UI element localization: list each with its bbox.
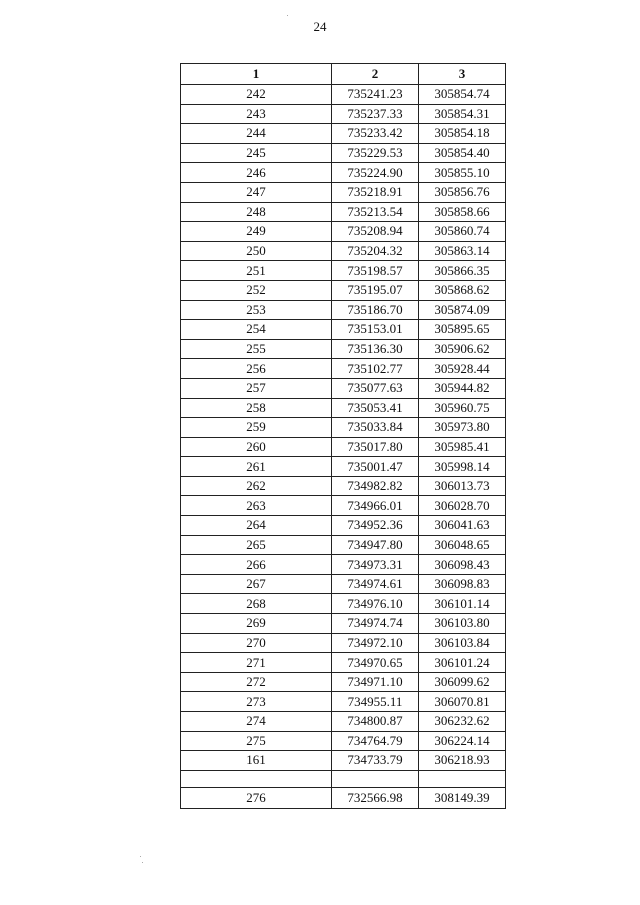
page-number: 24: [313, 19, 327, 34]
x-coordinate-cell: 735153.01: [332, 320, 419, 340]
x-coordinate-cell: 735195.07: [332, 280, 419, 300]
point-number-cell: 255: [181, 339, 332, 359]
point-number-cell: 247: [181, 182, 332, 202]
x-coordinate-cell: 735102.77: [332, 359, 419, 379]
column-header-point: 1: [181, 64, 332, 85]
table-row: [181, 535, 506, 555]
x-coordinate-cell: 734733.79: [332, 751, 419, 771]
point-number-cell: 250: [181, 241, 332, 261]
coordinates-table: [180, 63, 506, 809]
x-coordinate-cell: 735233.42: [332, 124, 419, 144]
point-number-cell: 267: [181, 574, 332, 594]
table-row: [181, 104, 506, 124]
table-row: [181, 222, 506, 242]
x-coordinate-cell: 735204.32: [332, 241, 419, 261]
table-row: [181, 418, 506, 438]
table-row: [181, 633, 506, 653]
scan-speck: [142, 862, 143, 863]
point-number-cell: 272: [181, 672, 332, 692]
x-coordinate-cell: 735053.41: [332, 398, 419, 418]
point-number-cell: 243: [181, 104, 332, 124]
point-number-cell: 249: [181, 222, 332, 242]
column-header-x: 2: [332, 64, 419, 85]
point-number-cell: 254: [181, 320, 332, 340]
table-row: [181, 85, 506, 105]
x-coordinate-cell: 734974.61: [332, 574, 419, 594]
table-row-empty: [181, 770, 506, 787]
x-coordinate-cell: 735001.47: [332, 457, 419, 477]
table-row: [181, 202, 506, 222]
point-number-cell: 246: [181, 163, 332, 183]
x-coordinate-cell: 734952.36: [332, 516, 419, 536]
x-coordinate-cell: [332, 770, 419, 787]
y-coordinate-cell: 305855.10: [419, 163, 506, 183]
x-coordinate-cell: 735033.84: [332, 418, 419, 438]
table-body: [181, 85, 506, 809]
point-number-cell: 268: [181, 594, 332, 614]
x-coordinate-cell: 734971.10: [332, 672, 419, 692]
y-coordinate-cell: 306103.84: [419, 633, 506, 653]
y-coordinate-cell: 305906.62: [419, 339, 506, 359]
x-coordinate-cell: 734800.87: [332, 712, 419, 732]
x-coordinate-cell: 735237.33: [332, 104, 419, 124]
y-coordinate-cell: 306101.24: [419, 653, 506, 673]
x-coordinate-cell: 734976.10: [332, 594, 419, 614]
y-coordinate-cell: 305985.41: [419, 437, 506, 457]
y-coordinate-cell: 305895.65: [419, 320, 506, 340]
y-coordinate-cell: 306232.62: [419, 712, 506, 732]
y-coordinate-cell: 306028.70: [419, 496, 506, 516]
y-coordinate-cell: 305856.76: [419, 182, 506, 202]
y-coordinate-cell: [419, 770, 506, 787]
y-coordinate-cell: 305866.35: [419, 261, 506, 281]
y-coordinate-cell: 305928.44: [419, 359, 506, 379]
table-row: [181, 437, 506, 457]
point-number-cell: 266: [181, 555, 332, 575]
point-number-cell: [181, 770, 332, 787]
table-row: [181, 320, 506, 340]
x-coordinate-cell: 735136.30: [332, 339, 419, 359]
table-row: [181, 516, 506, 536]
point-number-cell: 256: [181, 359, 332, 379]
y-coordinate-cell: 306103.80: [419, 614, 506, 634]
y-coordinate-cell: 305860.74: [419, 222, 506, 242]
scan-speck: [140, 856, 141, 857]
point-number-cell: 244: [181, 124, 332, 144]
point-number-cell: 269: [181, 614, 332, 634]
point-number-cell: 275: [181, 731, 332, 751]
table-row: [181, 143, 506, 163]
table-row: [181, 692, 506, 712]
y-coordinate-cell: 308149.39: [419, 787, 506, 808]
y-coordinate-cell: 305854.31: [419, 104, 506, 124]
table-row: [181, 378, 506, 398]
x-coordinate-cell: 735224.90: [332, 163, 419, 183]
x-coordinate-cell: 734973.31: [332, 555, 419, 575]
y-coordinate-cell: 306098.43: [419, 555, 506, 575]
y-coordinate-cell: 306013.73: [419, 476, 506, 496]
table-row: [181, 124, 506, 144]
point-number-cell: 259: [181, 418, 332, 438]
y-coordinate-cell: 305868.62: [419, 280, 506, 300]
y-coordinate-cell: 305973.80: [419, 418, 506, 438]
x-coordinate-cell: 735229.53: [332, 143, 419, 163]
x-coordinate-cell: 735241.23: [332, 85, 419, 105]
table-row: [181, 787, 506, 808]
point-number-cell: 248: [181, 202, 332, 222]
table-row: [181, 731, 506, 751]
x-coordinate-cell: 735077.63: [332, 378, 419, 398]
table-row: [181, 261, 506, 281]
point-number-cell: 265: [181, 535, 332, 555]
y-coordinate-cell: 305863.14: [419, 241, 506, 261]
x-coordinate-cell: 734970.65: [332, 653, 419, 673]
table-row: [181, 614, 506, 634]
table-row: [181, 476, 506, 496]
x-coordinate-cell: 735186.70: [332, 300, 419, 320]
table-row: [181, 555, 506, 575]
table-row: [181, 280, 506, 300]
point-number-cell: 261: [181, 457, 332, 477]
y-coordinate-cell: 305854.18: [419, 124, 506, 144]
table-row: [181, 712, 506, 732]
point-number-cell: 161: [181, 751, 332, 771]
x-coordinate-cell: 735208.94: [332, 222, 419, 242]
table-row: [181, 457, 506, 477]
y-coordinate-cell: 306101.14: [419, 594, 506, 614]
point-number-cell: 273: [181, 692, 332, 712]
table-row: [181, 672, 506, 692]
x-coordinate-cell: 735198.57: [332, 261, 419, 281]
point-number-cell: 251: [181, 261, 332, 281]
table-row: [181, 751, 506, 771]
table-header-row: [181, 64, 506, 85]
x-coordinate-cell: 734955.11: [332, 692, 419, 712]
y-coordinate-cell: 306048.65: [419, 535, 506, 555]
point-number-cell: 270: [181, 633, 332, 653]
table-row: [181, 398, 506, 418]
y-coordinate-cell: 305874.09: [419, 300, 506, 320]
point-number-cell: 253: [181, 300, 332, 320]
point-number-cell: 274: [181, 712, 332, 732]
table-row: [181, 496, 506, 516]
scan-speck: [287, 15, 288, 16]
point-number-cell: 242: [181, 85, 332, 105]
x-coordinate-cell: 734972.10: [332, 633, 419, 653]
y-coordinate-cell: 305944.82: [419, 378, 506, 398]
point-number-cell: 258: [181, 398, 332, 418]
point-number-cell: 276: [181, 787, 332, 808]
y-coordinate-cell: 305854.40: [419, 143, 506, 163]
x-coordinate-cell: 735218.91: [332, 182, 419, 202]
y-coordinate-cell: 306224.14: [419, 731, 506, 751]
point-number-cell: 245: [181, 143, 332, 163]
column-header-y: 3: [419, 64, 506, 85]
y-coordinate-cell: 305998.14: [419, 457, 506, 477]
x-coordinate-cell: 735017.80: [332, 437, 419, 457]
point-number-cell: 262: [181, 476, 332, 496]
point-number-cell: 271: [181, 653, 332, 673]
y-coordinate-cell: 306099.62: [419, 672, 506, 692]
table-row: [181, 182, 506, 202]
x-coordinate-cell: 732566.98: [332, 787, 419, 808]
x-coordinate-cell: 734947.80: [332, 535, 419, 555]
point-number-cell: 263: [181, 496, 332, 516]
table-row: [181, 300, 506, 320]
table-row: [181, 339, 506, 359]
table-row: [181, 359, 506, 379]
x-coordinate-cell: 735213.54: [332, 202, 419, 222]
y-coordinate-cell: 305960.75: [419, 398, 506, 418]
point-number-cell: 252: [181, 280, 332, 300]
x-coordinate-cell: 734966.01: [332, 496, 419, 516]
x-coordinate-cell: 734764.79: [332, 731, 419, 751]
table-row: [181, 163, 506, 183]
table-row: [181, 653, 506, 673]
y-coordinate-cell: 305858.66: [419, 202, 506, 222]
y-coordinate-cell: 306218.93: [419, 751, 506, 771]
x-coordinate-cell: 734982.82: [332, 476, 419, 496]
x-coordinate-cell: 734974.74: [332, 614, 419, 634]
y-coordinate-cell: 305854.74: [419, 85, 506, 105]
y-coordinate-cell: 306098.83: [419, 574, 506, 594]
table-row: [181, 594, 506, 614]
table-row: [181, 574, 506, 594]
table-row: [181, 241, 506, 261]
point-number-cell: 257: [181, 378, 332, 398]
point-number-cell: 260: [181, 437, 332, 457]
y-coordinate-cell: 306070.81: [419, 692, 506, 712]
y-coordinate-cell: 306041.63: [419, 516, 506, 536]
point-number-cell: 264: [181, 516, 332, 536]
